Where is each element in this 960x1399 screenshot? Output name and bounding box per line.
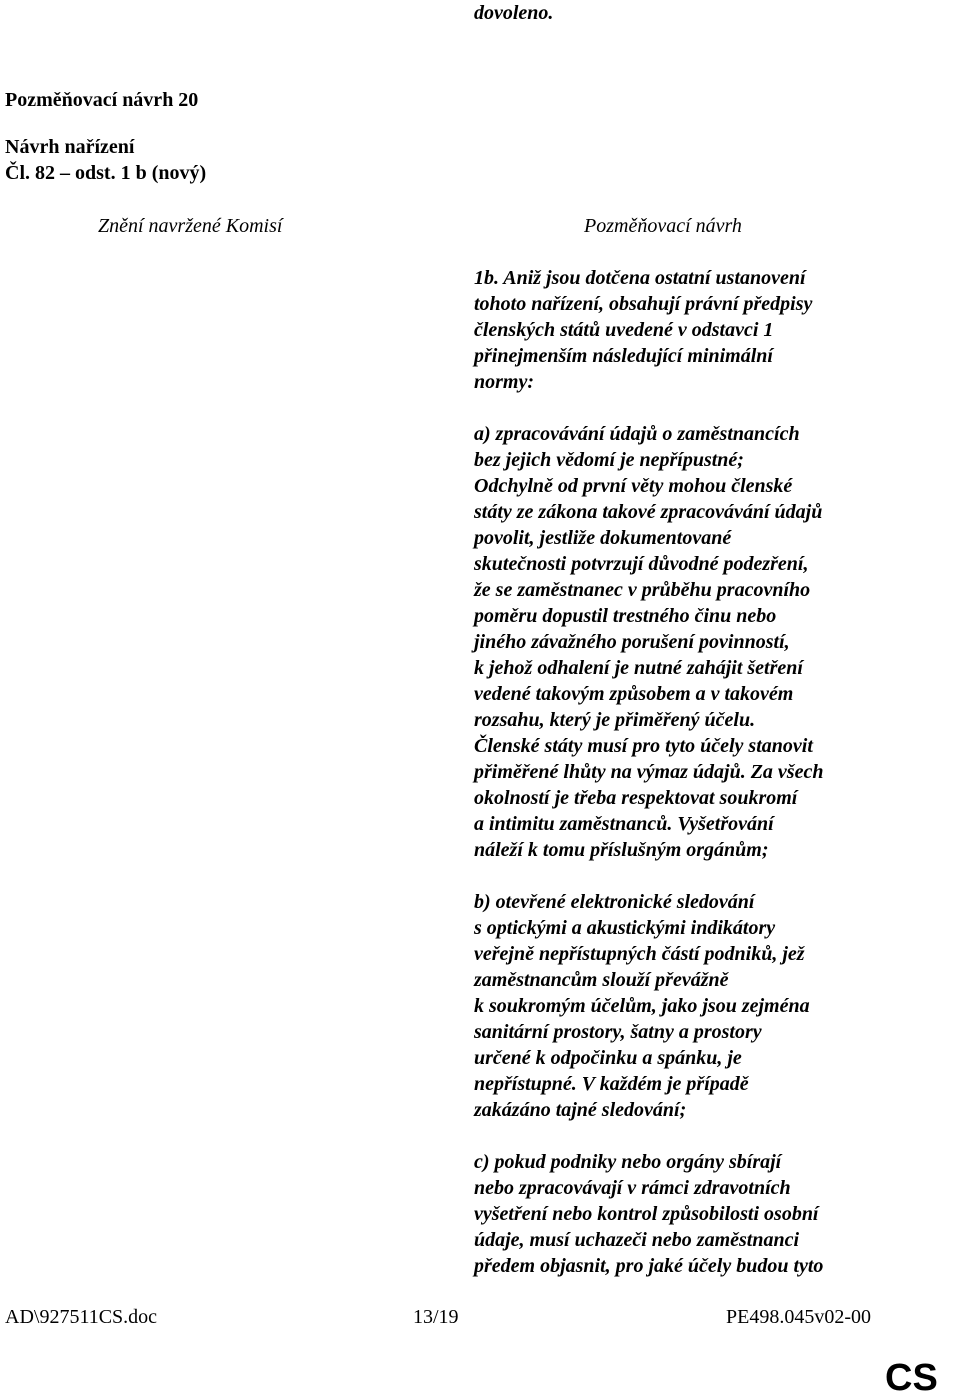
paragraph-intro <box>474 265 914 395</box>
text-line: zakázáno tajné sledování; <box>474 1099 687 1121</box>
paragraph-a <box>474 421 914 863</box>
text-line: sanitární prostory, šatny a prostory <box>474 1021 762 1043</box>
text-line: státy ze zákona takové zpracovávání údajů <box>474 501 823 523</box>
text-line: zaměstnancům slouží převážně <box>474 969 729 991</box>
text-line: skutečnosti potvrzují důvodné podezření, <box>474 553 809 575</box>
text-line: poměru dopustil trestného činu nebo <box>474 605 777 627</box>
text-line: s optickými a akustickými indikátory <box>474 917 776 939</box>
amendment-title: Pozměňovací návrh 20 <box>5 89 199 111</box>
text-line: k soukromým účelům, jako jsou zejména <box>474 995 810 1017</box>
text-line: jiného závažného porušení povinností, <box>474 631 790 653</box>
paragraph-gap <box>474 863 914 889</box>
footer-pe-ref: PE498.045v02-00 <box>726 1306 871 1328</box>
text-line: předem objasnit, pro jaké účely budou tyto <box>474 1255 824 1277</box>
amendment-heading: Pozměňovací návrh <box>584 215 742 237</box>
text-line: vedené takovým způsobem a v takovém <box>474 683 794 705</box>
text-line: přinejmenším následující minimální <box>474 345 773 367</box>
text-line: Odchylně od první věty mohou členské <box>474 475 793 497</box>
text-line: náleží k tomu příslušným orgánům; <box>474 839 769 861</box>
article-reference: Čl. 82 – odst. 1 b (nový) <box>5 162 207 184</box>
text-line: c) pokud podniky nebo orgány sbírají <box>474 1151 782 1173</box>
text-line: nebo zpracovávají v rámci zdravotních <box>474 1177 791 1199</box>
text-line: a) zpracovávání údajů o zaměstnancích <box>474 423 800 445</box>
paragraph-c <box>474 1149 914 1279</box>
footer-doc-ref: AD\927511CS.doc <box>5 1306 158 1328</box>
paragraph-gap <box>474 1123 914 1149</box>
text-line: nepřístupné. V každém je případě <box>474 1073 749 1095</box>
text-line: normy: <box>474 371 534 393</box>
text-line: b) otevřené elektronické sledování <box>474 891 755 913</box>
proposal-label: Návrh nařízení <box>5 136 135 158</box>
language-mark: CS <box>885 1357 938 1399</box>
text-line: a intimitu zaměstnanců. Vyšetřování <box>474 813 774 835</box>
text-line: přiměřené lhůty na výmaz údajů. Za všech <box>474 761 824 783</box>
amendment-text <box>474 265 914 1279</box>
text-line: údaje, musí uchazeči nebo zaměstnanci <box>474 1229 800 1251</box>
paragraph-b <box>474 889 914 1123</box>
text-line: členských států uvedené v odstavci 1 <box>474 319 774 341</box>
commission-text-heading: Znění navržené Komisí <box>98 215 283 237</box>
text-line: že se zaměstnanec v průběhu pracovního <box>474 579 811 601</box>
footer-page-number: 13/19 <box>413 1306 459 1328</box>
text-line: povolit, jestliže dokumentované <box>474 527 732 549</box>
paragraph-gap <box>474 395 914 421</box>
text-line: určené k odpočinku a spánku, je <box>474 1047 742 1069</box>
text-line: veřejně nepřístupných částí podniků, jež <box>474 943 805 965</box>
text-line: bez jejich vědomí je nepřípustné; <box>474 449 744 471</box>
text-line: k jehož odhalení je nutné zahájit šetření <box>474 657 803 679</box>
text-line: rozsahu, který je přiměřený účelu. <box>474 709 756 731</box>
text-line: vyšetření nebo kontrol způsobilosti osobní <box>474 1203 819 1225</box>
text-line: 1b. Aniž jsou dotčena ostatní ustanovení <box>474 267 806 289</box>
text-line: Členské státy musí pro tyto účely stanovit <box>474 735 813 757</box>
text-line: tohoto nařízení, obsahují právní předpisy <box>474 293 813 315</box>
text-line: okolností je třeba respektovat soukromí <box>474 787 798 809</box>
continuation-text: dovoleno. <box>474 2 554 24</box>
